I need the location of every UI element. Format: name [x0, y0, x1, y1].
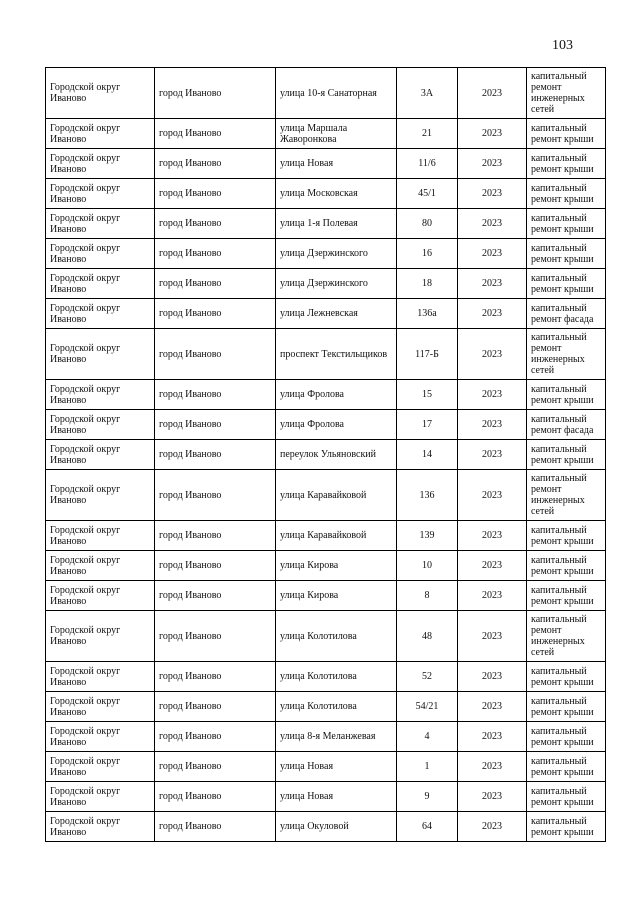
city-cell: город Иваново	[155, 239, 276, 269]
house-number-cell: 8	[397, 581, 458, 611]
city-cell: город Иваново	[155, 209, 276, 239]
city-cell: город Иваново	[155, 611, 276, 662]
work-type-cell: капитальный ремонт крыши	[527, 581, 606, 611]
table-row	[46, 551, 606, 581]
district-cell: Городской округ Иваново	[46, 812, 155, 842]
street-cell: улица Колотилова	[276, 662, 397, 692]
city-cell: город Иваново	[155, 119, 276, 149]
year-cell: 2023	[458, 611, 527, 662]
table-row	[46, 410, 606, 440]
repair-registry-table	[45, 67, 606, 842]
house-number-cell: 136а	[397, 299, 458, 329]
street-cell: улица Кирова	[276, 581, 397, 611]
table-row	[46, 470, 606, 521]
house-number-cell: 17	[397, 410, 458, 440]
street-cell: улица Маршала Жаворонкова	[276, 119, 397, 149]
work-type-cell: капитальный ремонт крыши	[527, 149, 606, 179]
year-cell: 2023	[458, 440, 527, 470]
work-type-cell: капитальный ремонт крыши	[527, 209, 606, 239]
city-cell: город Иваново	[155, 662, 276, 692]
house-number-cell: 16	[397, 239, 458, 269]
street-cell: улица Дзержинского	[276, 239, 397, 269]
city-cell: город Иваново	[155, 329, 276, 380]
district-cell: Городской округ Иваново	[46, 119, 155, 149]
registry-body	[46, 68, 606, 842]
district-cell: Городской округ Иваново	[46, 329, 155, 380]
house-number-cell: 21	[397, 119, 458, 149]
work-type-cell: капитальный ремонт крыши	[527, 692, 606, 722]
city-cell: город Иваново	[155, 752, 276, 782]
house-number-cell: 9	[397, 782, 458, 812]
street-cell: улица Колотилова	[276, 692, 397, 722]
house-number-cell: 52	[397, 662, 458, 692]
city-cell: город Иваново	[155, 581, 276, 611]
street-cell: улица Московская	[276, 179, 397, 209]
year-cell: 2023	[458, 521, 527, 551]
street-cell: улица Фролова	[276, 380, 397, 410]
city-cell: город Иваново	[155, 440, 276, 470]
district-cell: Городской округ Иваново	[46, 611, 155, 662]
table-row	[46, 782, 606, 812]
year-cell: 2023	[458, 812, 527, 842]
street-cell: улица Каравайковой	[276, 521, 397, 551]
house-number-cell: 1	[397, 752, 458, 782]
street-cell: улица 1-я Полевая	[276, 209, 397, 239]
city-cell: город Иваново	[155, 299, 276, 329]
year-cell: 2023	[458, 179, 527, 209]
street-cell: улица Каравайковой	[276, 470, 397, 521]
street-cell: улица 8-я Меланжевая	[276, 722, 397, 752]
year-cell: 2023	[458, 722, 527, 752]
work-type-cell: капитальный ремонт фасада	[527, 410, 606, 440]
district-cell: Городской округ Иваново	[46, 209, 155, 239]
street-cell: улица Новая	[276, 149, 397, 179]
city-cell: город Иваново	[155, 521, 276, 551]
district-cell: Городской округ Иваново	[46, 269, 155, 299]
year-cell: 2023	[458, 209, 527, 239]
table-row	[46, 209, 606, 239]
city-cell: город Иваново	[155, 269, 276, 299]
work-type-cell: капитальный ремонт крыши	[527, 179, 606, 209]
district-cell: Городской округ Иваново	[46, 380, 155, 410]
table-row	[46, 692, 606, 722]
house-number-cell: 4	[397, 722, 458, 752]
street-cell: улица Лежневская	[276, 299, 397, 329]
work-type-cell: капитальный ремонт инженерных сетей	[527, 329, 606, 380]
year-cell: 2023	[458, 380, 527, 410]
district-cell: Городской округ Иваново	[46, 662, 155, 692]
table-row	[46, 269, 606, 299]
work-type-cell: капитальный ремонт крыши	[527, 662, 606, 692]
house-number-cell: 11/6	[397, 149, 458, 179]
city-cell: город Иваново	[155, 722, 276, 752]
district-cell: Городской округ Иваново	[46, 722, 155, 752]
city-cell: город Иваново	[155, 551, 276, 581]
work-type-cell: капитальный ремонт крыши	[527, 812, 606, 842]
house-number-cell: 45/1	[397, 179, 458, 209]
table-row	[46, 329, 606, 380]
work-type-cell: капитальный ремонт инженерных сетей	[527, 611, 606, 662]
city-cell: город Иваново	[155, 380, 276, 410]
street-cell: улица Кирова	[276, 551, 397, 581]
district-cell: Городской округ Иваново	[46, 521, 155, 551]
work-type-cell: капитальный ремонт крыши	[527, 752, 606, 782]
work-type-cell: капитальный ремонт крыши	[527, 782, 606, 812]
year-cell: 2023	[458, 329, 527, 380]
house-number-cell: 48	[397, 611, 458, 662]
year-cell: 2023	[458, 551, 527, 581]
work-type-cell: капитальный ремонт крыши	[527, 521, 606, 551]
year-cell: 2023	[458, 662, 527, 692]
street-cell: улица Окуловой	[276, 812, 397, 842]
work-type-cell: капитальный ремонт крыши	[527, 551, 606, 581]
street-cell: улица Фролова	[276, 410, 397, 440]
table-row	[46, 380, 606, 410]
table-row	[46, 662, 606, 692]
district-cell: Городской округ Иваново	[46, 239, 155, 269]
year-cell: 2023	[458, 782, 527, 812]
district-cell: Городской округ Иваново	[46, 581, 155, 611]
year-cell: 2023	[458, 692, 527, 722]
table-row	[46, 68, 606, 119]
street-cell: переулок Ульяновский	[276, 440, 397, 470]
district-cell: Городской округ Иваново	[46, 692, 155, 722]
street-cell: улица Колотилова	[276, 611, 397, 662]
year-cell: 2023	[458, 470, 527, 521]
city-cell: город Иваново	[155, 782, 276, 812]
year-cell: 2023	[458, 581, 527, 611]
table-row	[46, 179, 606, 209]
house-number-cell: 136	[397, 470, 458, 521]
work-type-cell: капитальный ремонт крыши	[527, 380, 606, 410]
year-cell: 2023	[458, 68, 527, 119]
year-cell: 2023	[458, 149, 527, 179]
city-cell: город Иваново	[155, 692, 276, 722]
district-cell: Городской округ Иваново	[46, 440, 155, 470]
city-cell: город Иваново	[155, 470, 276, 521]
work-type-cell: капитальный ремонт инженерных сетей	[527, 68, 606, 119]
street-cell: улица Новая	[276, 752, 397, 782]
house-number-cell: 14	[397, 440, 458, 470]
house-number-cell: 15	[397, 380, 458, 410]
year-cell: 2023	[458, 410, 527, 440]
street-cell: улица 10-я Санаторная	[276, 68, 397, 119]
table-row	[46, 812, 606, 842]
house-number-cell: 117-Б	[397, 329, 458, 380]
house-number-cell: 139	[397, 521, 458, 551]
district-cell: Городской округ Иваново	[46, 782, 155, 812]
table-row	[46, 299, 606, 329]
table-row	[46, 752, 606, 782]
year-cell: 2023	[458, 269, 527, 299]
table-row	[46, 611, 606, 662]
city-cell: город Иваново	[155, 149, 276, 179]
page-number: 103	[552, 38, 573, 53]
table-row	[46, 722, 606, 752]
year-cell: 2023	[458, 119, 527, 149]
city-cell: город Иваново	[155, 68, 276, 119]
street-cell: проспект Текстильщиков	[276, 329, 397, 380]
work-type-cell: капитальный ремонт крыши	[527, 722, 606, 752]
work-type-cell: капитальный ремонт крыши	[527, 269, 606, 299]
district-cell: Городской округ Иваново	[46, 179, 155, 209]
house-number-cell: 10	[397, 551, 458, 581]
district-cell: Городской округ Иваново	[46, 68, 155, 119]
city-cell: город Иваново	[155, 812, 276, 842]
table-row	[46, 440, 606, 470]
work-type-cell: капитальный ремонт инженерных сетей	[527, 470, 606, 521]
district-cell: Городской округ Иваново	[46, 149, 155, 179]
house-number-cell: 64	[397, 812, 458, 842]
city-cell: город Иваново	[155, 179, 276, 209]
house-number-cell: 80	[397, 209, 458, 239]
work-type-cell: капитальный ремонт фасада	[527, 299, 606, 329]
table-row	[46, 149, 606, 179]
table-row	[46, 581, 606, 611]
work-type-cell: капитальный ремонт крыши	[527, 119, 606, 149]
table-row	[46, 119, 606, 149]
house-number-cell: 18	[397, 269, 458, 299]
street-cell: улица Дзержинского	[276, 269, 397, 299]
table-row	[46, 521, 606, 551]
year-cell: 2023	[458, 299, 527, 329]
district-cell: Городской округ Иваново	[46, 299, 155, 329]
district-cell: Городской округ Иваново	[46, 470, 155, 521]
table-row	[46, 239, 606, 269]
house-number-cell: 54/21	[397, 692, 458, 722]
district-cell: Городской округ Иваново	[46, 752, 155, 782]
house-number-cell: 3А	[397, 68, 458, 119]
district-cell: Городской округ Иваново	[46, 410, 155, 440]
street-cell: улица Новая	[276, 782, 397, 812]
work-type-cell: капитальный ремонт крыши	[527, 440, 606, 470]
city-cell: город Иваново	[155, 410, 276, 440]
year-cell: 2023	[458, 752, 527, 782]
work-type-cell: капитальный ремонт крыши	[527, 239, 606, 269]
district-cell: Городской округ Иваново	[46, 551, 155, 581]
year-cell: 2023	[458, 239, 527, 269]
